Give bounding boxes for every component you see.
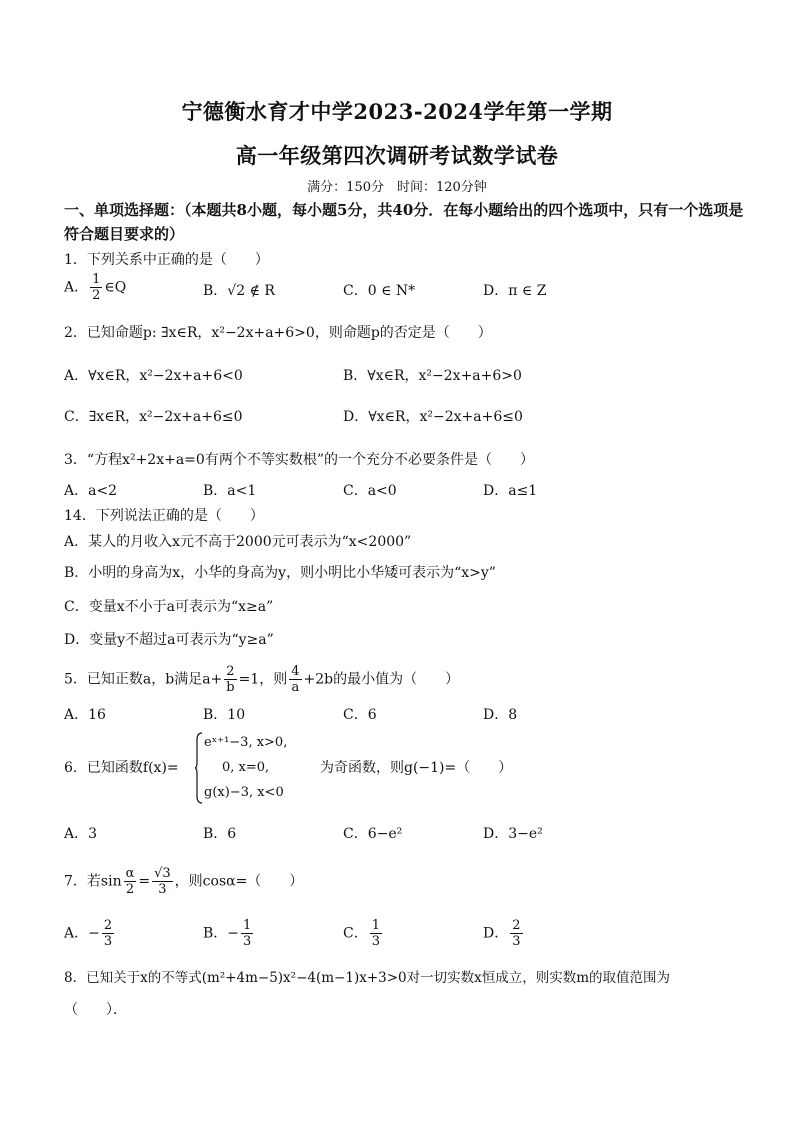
q2-option-d: D．∀x∈R，x²−2x+a+6≤0 bbox=[343, 409, 523, 425]
q6-option-b: B．6 bbox=[203, 826, 237, 842]
q6-option-d: D．3−e² bbox=[483, 826, 543, 842]
q3-option-b: B．a<1 bbox=[203, 483, 257, 499]
q4-option-c: C．变量x不小于a可表示为“x≥a” bbox=[64, 599, 274, 615]
q6-piece-1: eˣ⁺¹−3, x>0, bbox=[204, 735, 288, 750]
q6-stem-pre: 6．已知函数f(x)= bbox=[64, 760, 179, 776]
q7-option-b: B．− $\frac{1}{3}$ bbox=[203, 918, 252, 949]
q1-option-c: C．0 ∈ N* bbox=[343, 283, 416, 299]
q7-option-a: A．− $\frac{2}{3}$ bbox=[64, 918, 113, 949]
q2-option-b: B．∀x∈R，x²−2x+a+6>0 bbox=[343, 368, 522, 384]
q1-option-a: A． $\frac{1}{2}$ ∈Q bbox=[64, 272, 127, 303]
q6-stem-post: 为奇函数，则g(−1)=（ ） bbox=[320, 760, 513, 776]
q6-option-a: A．3 bbox=[64, 826, 98, 842]
q3-option-a: A．a<2 bbox=[64, 483, 118, 499]
q2-option-c: C．∃x∈R，x²−2x+a+6≤0 bbox=[64, 409, 243, 425]
q5-option-d: D．8 bbox=[483, 707, 518, 723]
q5-option-c: C．6 bbox=[343, 707, 377, 723]
q5-option-b: B．10 bbox=[203, 707, 246, 723]
q2-option-a: A．∀x∈R，x²−2x+a+6<0 bbox=[64, 368, 243, 384]
exam-meta: 满分：150分 时间：120分钟 bbox=[307, 180, 487, 195]
q1-option-b: B．√2 ∉ R bbox=[203, 283, 275, 299]
q4-option-b: B．小明的身高为x，小华的身高为y，则小明比小华矮可表示为“x>y” bbox=[64, 565, 496, 581]
q4-stem: 14．下列说法正确的是（ ） bbox=[64, 508, 264, 524]
q3-stem: 3．“方程x²+2x+a=0有两个不等实数根”的一个充分不必要条件是（ ） bbox=[64, 452, 534, 468]
q7-option-c: C． $\frac{1}{3}$ bbox=[343, 918, 380, 949]
q4-option-d: D．变量y不超过a可表示为“y≥a” bbox=[64, 632, 274, 648]
q1-stem: 1．下列关系中正确的是（ ） bbox=[64, 252, 269, 268]
exam-title-line1: 宁德衡水育才中学2023-2024学年第一学期 bbox=[181, 99, 613, 124]
q4-option-a: A．某人的月收入x元不高于2000元可表示为“x<2000” bbox=[64, 534, 412, 550]
q6-piece-2: 0, x=0, bbox=[222, 760, 270, 775]
q3-option-c: C．a<0 bbox=[343, 483, 397, 499]
q5-stem: 5．已知正数a，b满足a+ $\frac{2}{b}$ =1，则 $\frac{4}{a}$ +2b的最小值为（ ） bbox=[64, 664, 460, 695]
q8-stem: 8．已知关于x的不等式(m²+4m−5)x²−4(m−1)x+3>0对一切实数x恒成立，则实数m的取值范围为 bbox=[64, 970, 671, 986]
section-heading: 一、单项选择题：（本题共8小题，每小题5分，共40分．在每小题给出的四个选项中，只有一个选项是符合题目要求的） bbox=[64, 201, 744, 243]
q7-option-d: D． $\frac{2}{3}$ bbox=[483, 918, 521, 949]
q5-option-a: A．16 bbox=[64, 707, 106, 723]
q6-option-c: C．6−e² bbox=[343, 826, 403, 842]
exam-title-line2: 高一年级第四次调研考试数学试卷 bbox=[235, 143, 559, 168]
q7-stem: 7．若sin $\frac{\alpha}{2}$ = $\frac{√3}{3}$ ，则cosα=（ ） bbox=[64, 866, 304, 897]
piecewise-brace-icon bbox=[195, 732, 203, 804]
q1-option-d: D．π ∈ Z bbox=[483, 283, 547, 299]
q3-option-d: D．a≤1 bbox=[483, 483, 538, 499]
q8-stem-cont: （ ）． bbox=[64, 1002, 127, 1018]
q2-stem: 2．已知命题p: ∃x∈R，x²−2x+a+6>0，则命题p的否定是（ ） bbox=[64, 325, 492, 341]
q6-piece-3: g(x)−3, x<0 bbox=[204, 785, 284, 800]
